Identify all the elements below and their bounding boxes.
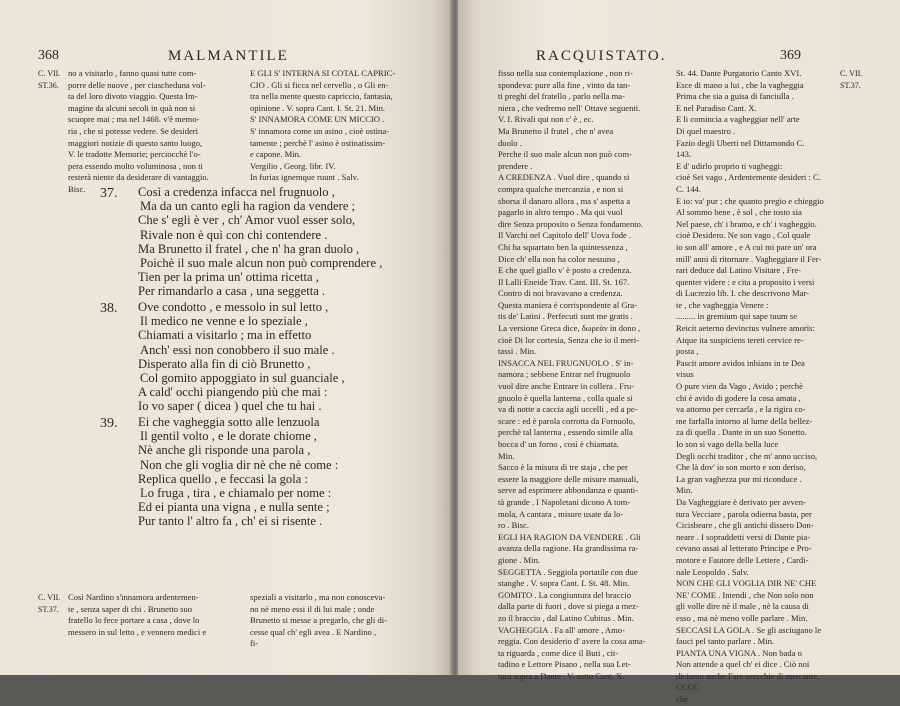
commentary-line: Nel paese, ch' i bramo, e ch' i vagheggio.	[676, 218, 817, 229]
stanza-number: 39.	[100, 416, 118, 431]
verse-line: A cald' occhi piangendo più che mai :	[138, 385, 328, 400]
commentary-line: pagarlo in altro tempo . Ma qui vuol	[498, 207, 623, 218]
verse-line: Chiamati a visitarlo ; ma in effetto	[138, 328, 312, 343]
note-line: Brunetto si messe a pregarlo, che gli di-	[250, 615, 387, 626]
commentary-line: Al sommo bene , è sol , che tosto sia	[676, 207, 802, 218]
note-line: fi-	[250, 638, 259, 649]
verse-line: Il gentil volto , e le dorate chiome ,	[140, 429, 317, 444]
verse-line: Tien per la prima un' ottima ricetta ,	[138, 270, 319, 285]
commentary-line: INSACCA NEL FRUGNUOLO . S' in-	[498, 357, 634, 368]
commentary-line: VAGHEGGIA . Fa all' amore , Amo-	[498, 624, 625, 635]
note-line: ria , che si potesse vedere. Se desideri	[68, 125, 199, 136]
note-column-left-1	[68, 68, 209, 196]
commentary-line: chi è avido di godere la cosa amata ,	[676, 392, 801, 403]
commentary-line: cevano assai al letterato Principe e Pro-	[676, 543, 812, 554]
note-line: tamente ; perchè l' asino è ostinatissim-	[250, 137, 386, 148]
note-line: magine da alcuni secoli in quà non si	[68, 102, 196, 113]
commentary-line: vuol dire anche Entrare in collera . Fru-	[498, 381, 635, 392]
commentary-line: motore e Fautore delle Lettere , Cardi-	[676, 554, 809, 565]
commentary-line: quenter videre : e cita a proposito i versi	[676, 276, 815, 287]
commentary-line: neare . I sopraddetti versi di Dante pia-	[676, 531, 811, 542]
commentary-line: mola, A cantara , misure usate da lo-	[498, 508, 624, 519]
commentary-line: Reicit aeterno devinctus vulnere amoris:	[676, 323, 815, 334]
commentary-line: Non attende a quel ch' ei dice . Ciò noi	[676, 659, 810, 670]
verse-line: Rivale non è quì con chi contendere .	[140, 227, 328, 242]
note-line: fratello lo fece portare a casa , dove lo	[68, 615, 200, 626]
commentary-line: te , che vagheggia Venere :	[676, 299, 769, 310]
commentary-line: avanza della ragione. Ha grandissima ra-	[498, 543, 639, 554]
commentary-line: 143.	[676, 149, 692, 160]
note-line: maggiori notizie di questo santo luogo,	[68, 137, 203, 148]
verse-line: Disperato alla fin di ciò Brunetto ,	[138, 356, 311, 371]
commentary-line: gli volle dire nè il male , nè la causa di	[676, 601, 809, 612]
commentary-line: E io: va' pur ; che quanto pregio e chieggio	[676, 195, 824, 206]
verse-line: Nè anche gli risponde una parola ,	[138, 443, 311, 458]
note-line: Vergilio , Georg. libr. IV.	[250, 160, 336, 171]
note-line: Bisc.	[68, 183, 86, 194]
note-line: messero in sul letto , e vennero medici e	[68, 626, 207, 637]
commentary-line: tis de' Latini . Perfecuti sunt me gratis .	[498, 311, 633, 322]
commentary-line: fauci pel tanto parlare . Min.	[676, 636, 775, 647]
commentary-line: fisso nella sua contemplazione , non ri-	[498, 68, 633, 78]
running-head-right: RACQUISTATO.	[536, 48, 667, 64]
commentary-line: E che quel giallo v' è posto a credenza.	[498, 265, 632, 276]
commentary-line: zo il braccio , dal Latino Cubitus . Min.	[498, 612, 634, 623]
commentary-line: Cicisbeare , che gli antichi dissero Don-	[676, 520, 814, 531]
commentary-line: ro . Bisc.	[498, 520, 530, 531]
commentary-line: gnuolo è quella lanterna , colla quale si	[498, 392, 633, 403]
commentary-line: E li comincia a vagheggiar nell' arte	[676, 114, 800, 125]
commentary-line: cioè Desidero. Ne son vago , Col quale	[676, 230, 811, 241]
commentary-line: Fazio degli Uberti nel Dittamondo C.	[676, 137, 805, 148]
commentary-line: duolo .	[498, 137, 522, 148]
page-number-right: 369	[780, 48, 801, 63]
verse-line: Pur tanto l' altro fa , ch' ei si risente .	[138, 514, 323, 529]
commentary-line: A CREDENZA . Vuol dire , quando si	[498, 172, 630, 183]
margin-label-bottom-left: C. VII. ST.37.	[38, 593, 61, 614]
commentary-line: visus	[676, 369, 694, 380]
commentary-line: Esce di mano a lui , che la vagheggia	[676, 79, 804, 90]
commentary-line: bocca d' un forno , così è chiamata.	[498, 439, 620, 449]
commentary-line: ......... in gremium qui sape tuum se	[676, 311, 798, 322]
verse-line: Ed ei pianta una vigna , e nulla sente ;	[138, 500, 330, 515]
note-line: CIO . Gli si ficca nel cervello , o Gli en-	[250, 79, 389, 90]
verse-line: Poichè il suo male alcun non può comprendere ,	[140, 256, 383, 271]
commentary-line: perchè tal lanterna , essendo simile alla	[498, 427, 633, 438]
note-line: resterà niente da desiderare di vantaggio.	[68, 172, 209, 183]
note-line: scuopre mai ; ma nel 1468. v'è memo-	[68, 114, 200, 125]
note-column-right-1	[498, 68, 646, 682]
note-line: no nè meno essi il di lui male ; onde	[250, 603, 375, 614]
commentary-line: Prima che sia a guisa di fanciulla .	[676, 91, 794, 102]
note-line: opinione . V. sopra Cant. I. St. 21. Min.	[250, 102, 386, 113]
note-line: In furias ignemque ruunt . Salv.	[250, 172, 359, 183]
commentary-line: spondeva: pure alla fine , vinto da tan-	[498, 79, 631, 90]
commentary-line: tura Vecciare , parola odierna basta, per	[676, 508, 812, 519]
commentary-line: Sacco è la misura di tre staja , che per	[498, 462, 628, 473]
commentary-line: prendere .	[498, 160, 533, 171]
note-line: V. le tradotte Memorie; perciocchè l'o-	[68, 149, 201, 160]
note-line: pera essendo molto voluminosa , non ti	[68, 160, 203, 171]
commentary-line: niera , che vedremo nell' Ottave seguenti.	[498, 102, 641, 113]
verse-line: Il medico ne venne e lo speziale ,	[140, 314, 308, 329]
commentary-line: ti preghi del fratello , parlo nella ma-	[498, 91, 625, 102]
margin-label-top-left: C. VII. ST.36.	[38, 69, 61, 90]
commentary-line: va attorno per cercarla , e la rigira co-	[676, 404, 806, 415]
note-line: speziali a visitarlo , ma non conosceva-	[250, 592, 386, 602]
stanza-verses	[138, 415, 338, 529]
commentary-line: Pascit amore avidos inhians in te Dea	[676, 357, 805, 368]
commentary-line: essere la maggiore delle misure manuali,	[498, 473, 639, 484]
commentary-line: namora ; sebbene Entrar nel frugnuolo	[498, 369, 631, 380]
note-line: E GLI S' INTERNA SI COTAL CAPRIC-	[250, 68, 396, 78]
note-line: e capone. Min.	[250, 149, 302, 160]
commentary-line: NON CHE GLI VOGLIA DIR NE' CHE	[676, 578, 817, 589]
note-line: porre delle nuove , per ciascheduna vol-	[68, 79, 206, 90]
commentary-line: cioè Di lor cortesia, Senza che io il meri-	[498, 334, 640, 345]
commentary-line: CCCC	[676, 682, 699, 693]
commentary-line: Degli occhi traditor , che m' anno ucciso,	[676, 450, 818, 461]
commentary-line: Io son sì vago della bella luce	[676, 439, 779, 449]
commentary-line: E d' udirlo proprio ti vagheggi:	[676, 160, 783, 171]
note-column-bottom-1	[68, 592, 206, 638]
note-line: cesse qual ch' egli avea . E Nardino ,	[250, 626, 377, 637]
commentary-line: scare : ed è parola corrotta da Fornuolo,	[498, 415, 635, 426]
commentary-line: mill' anni di ritornare . Vagheggiare il Fer-	[676, 253, 822, 264]
commentary-line: Perche il suo male alcun non può com-	[498, 149, 632, 160]
running-head-left: MALMANTILE	[168, 48, 289, 64]
commentary-line: serve ad esprimere abbondanza e quanti-	[498, 485, 639, 496]
verse-line: Che s' egli è ver , ch' Amor vuol esser solo,	[138, 213, 356, 228]
note-line: te , senza saper di chi . Brunetto suo	[68, 603, 193, 614]
note-line: Così Nardino s'innamora ardentemen-	[68, 592, 199, 602]
commentary-line: cioè Sei vago , Ardentemente desideri : C.	[676, 172, 821, 183]
commentary-line: Contro di noi bravavano a credenza.	[498, 288, 623, 299]
commentary-line: diciamo anche Fare orecchie di mercante,	[676, 670, 820, 681]
commentary-line: me farfalla intorno al lume della bellez-	[676, 415, 813, 426]
margin-label-top-right: C. VII. ST.37.	[840, 69, 863, 90]
commentary-line: Dice ch' ella non ha color nessuno ,	[498, 253, 620, 264]
commentary-line: V. I. Rivali qui non c' è , ec.	[498, 114, 594, 125]
commentary-line: Ma Brunetto il fratel , che n' avea	[498, 125, 614, 136]
commentary-line: za di quella . Dante in un suo Sonetto.	[676, 427, 807, 438]
commentary-line: nale Leopoldo . Salv.	[676, 566, 749, 577]
commentary-line: stanghe . V. sopra Cant. I. St. 48. Min.	[498, 578, 630, 589]
verse-line: Ove condotto , e messolo in sul letto ,	[138, 300, 329, 314]
note-column-bottom-2	[250, 592, 387, 650]
commentary-line: reggia. Con desiderio d' avere la cosa ama-	[498, 636, 646, 647]
verse-line: Per rimandarlo a casa , una seggetta .	[138, 284, 326, 299]
commentary-line: va di notte a caccia agli uccelli , ed a pe-	[498, 404, 638, 415]
commentary-line: io son all' amore , e A cui mi pare un' ora	[676, 241, 817, 252]
stanza-verses	[138, 300, 345, 414]
stanza-verses	[138, 185, 382, 299]
verse-line: Col gomito appoggiato in sul guanciale ,	[140, 371, 345, 386]
commentary-line: esso , ma nè meno volle parlare . Min.	[676, 612, 808, 623]
verse-line: Non che gli voglia dir nè che nè come :	[140, 457, 339, 472]
commentary-line: St. 44. Dante Purgatorio Canto XVI.	[676, 68, 802, 78]
commentary-line: SECCASI LA GOLA . Se gli asciugano le	[676, 624, 822, 635]
verse-line: Replica quello , e feccasi la gola :	[138, 471, 308, 486]
commentary-line: Il Lalli Eneide Trav. Cant. III. St. 167.	[498, 276, 630, 287]
commentary-line: compra qualche mercanzia , e non si	[498, 183, 624, 194]
commentary-line: NE' COME . Intendi , che Non solo non	[676, 589, 814, 600]
commentary-line: che	[676, 694, 688, 705]
commentary-line: Chi ha squartato ben la quintessenza ,	[498, 241, 628, 252]
verse-line: Io vo saper ( dicea ) quel che tu hai .	[138, 399, 322, 414]
stanza-number: 38.	[100, 301, 118, 316]
commentary-line: Min.	[498, 450, 515, 461]
note-line: no a visitarlo , fanno quasi tutte com-	[68, 68, 197, 78]
right-page	[458, 0, 900, 705]
verse-line: Anch' essi non conobbero il suo male .	[140, 342, 335, 357]
note-column-left-2	[250, 68, 395, 184]
commentary-line: rari deduce dal Latino Visitare , Fre-	[676, 265, 802, 276]
note-line: ta del loro divoto viaggio. Questa Im-	[68, 91, 198, 102]
commentary-line: tassi . Min.	[498, 346, 537, 357]
commentary-line: dire Senza proposito o Senza fondamento.	[498, 218, 644, 229]
commentary-line: tura sopra a Dante . V. sotto Cant. X.	[498, 670, 625, 681]
commentary-line: E nel Paradiso Cant. X.	[676, 102, 757, 113]
verse-line: Ei che vagheggia sotto alle lenzuola	[138, 415, 320, 429]
verse-line: Ma Brunetto il fratel , che n' ha gran duolo ,	[138, 241, 360, 256]
commentary-line: Che là dov' io son morto e son deriso,	[676, 462, 806, 473]
commentary-line: posta ,	[676, 346, 699, 357]
commentary-line: ta riguarda , come dice il Buti , cit-	[498, 647, 619, 658]
commentary-line: Min.	[676, 485, 693, 496]
commentary-line: gione . Min.	[498, 554, 541, 565]
note-line: S' INNAMORA COME UN MICCIO .	[250, 114, 385, 125]
left-page	[0, 0, 452, 675]
commentary-line: Di quel maestro .	[676, 125, 736, 136]
commentary-line: Il Varchi nel Capitolo dell' Uova fode .	[498, 230, 632, 241]
commentary-line: dalla parte di fuori , dove si piega a mez-	[498, 601, 639, 612]
note-line: tra nella mente questo capriccio, fantasia,	[250, 91, 393, 102]
note-line: S' innamora come un asino , cioè ostina-	[250, 125, 390, 136]
commentary-line: Questa maniera è corrispondente al Gra-	[498, 299, 638, 310]
commentary-line: sborsa il danaro allora , ma s' aspetta a	[498, 195, 631, 206]
commentary-line: La gran vaghezza pur mi riconduce .	[676, 473, 802, 484]
note-column-right-2	[676, 68, 824, 706]
page-number-left: 368	[38, 48, 59, 63]
commentary-line: GOMITO . La congiuntura del braccio	[498, 589, 632, 600]
commentary-line: tà grande . I Napoletani dicono A tom-	[498, 496, 631, 507]
commentary-line: O pure vien da Vago , Avido ; perchè	[676, 381, 803, 392]
commentary-line: di Lucrezio lib. I. che descrivono Mar-	[676, 288, 809, 299]
commentary-line: PIANTA UNA VIGNA . Non bada o	[676, 647, 802, 658]
commentary-line: SEGGETTA . Seggiola portatile con due	[498, 566, 638, 577]
verse-line: Così a credenza infacca nel frugnuolo ,	[138, 185, 335, 199]
commentary-line: Atque ita suspiciens tereti cervice re-	[676, 334, 804, 345]
commentary-line: EGLI HA RAGION DA VENDERE . Gli	[498, 531, 641, 542]
commentary-line: tadino e Lettore Pisano , nella sua Let-	[498, 659, 631, 670]
commentary-line: Da Vagheggiare è derivato per avven-	[676, 496, 806, 507]
commentary-line: C. 144.	[676, 183, 702, 194]
commentary-line: La versione Greca dice, δωρεὰν in dono ,	[498, 323, 641, 334]
verse-line: Lo fruga , tira , e chiamalo per nome :	[140, 486, 332, 501]
stanza-number: 37.	[100, 186, 118, 201]
verse-line: Ma da un canto egli ha ragion da vendere ;	[140, 199, 356, 214]
